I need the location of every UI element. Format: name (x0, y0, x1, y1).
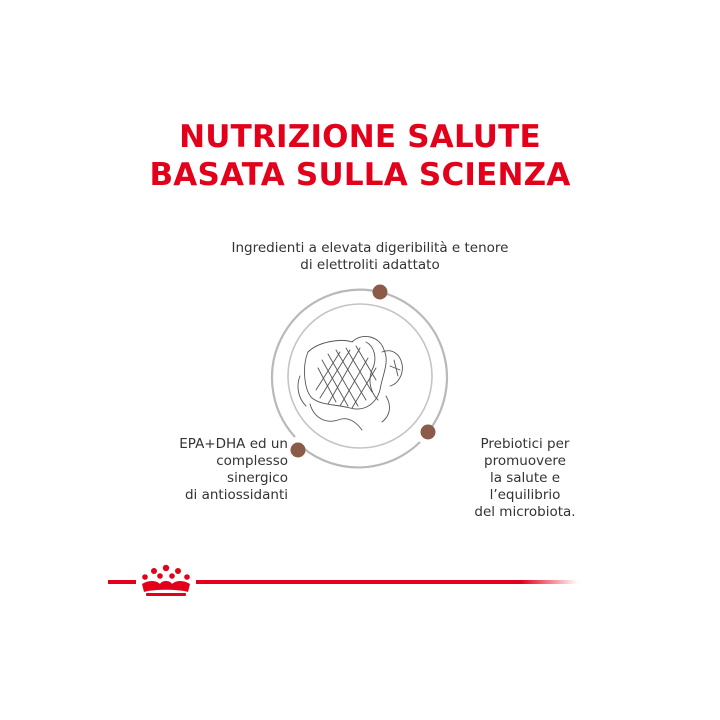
dot-left (291, 443, 306, 458)
benefit-prebiotics (440, 436, 610, 521)
title-line-1: NUTRIZIONE SALUTE (179, 119, 541, 155)
outer-ring-arc-bottom (303, 442, 420, 467)
benefit-digestibility-line-2: di elettroliti adattato (300, 257, 440, 273)
page-title (0, 118, 720, 194)
benefit-prebiotics-line-4: l’equilibrio (489, 487, 561, 503)
crown-logo-icon (142, 565, 190, 596)
benefit-antioxidants-line-2: complesso (216, 453, 288, 469)
title-line-2: BASATA SULLA SCIENZA (149, 157, 571, 193)
benefit-prebiotics-line-3: la salute e (489, 470, 561, 486)
benefit-antioxidants-line-1: EPA+DHA ed un (179, 436, 288, 452)
benefit-antioxidants-line-4: di antiossidanti (184, 487, 288, 503)
benefit-antioxidants-line-3: sinergico (227, 470, 288, 486)
dot-right (421, 425, 436, 440)
benefit-prebiotics-line-2: promuovere (484, 453, 566, 469)
brand-bar-left (108, 580, 136, 584)
benefit-digestibility-line-1: Ingredienti a elevata digeribilità e tenore (231, 240, 509, 256)
benefit-diagram (270, 280, 450, 480)
stomach-intestine-sketch-icon (298, 336, 402, 430)
brand-bar-right (196, 580, 578, 584)
benefit-prebiotics-line-5: del microbiota. (474, 504, 576, 520)
benefit-digestibility (220, 240, 520, 274)
brand-bar (108, 562, 578, 602)
outer-ring-arc-right (380, 292, 447, 432)
benefit-prebiotics-line-1: Prebiotici per (480, 436, 570, 452)
dot-top (373, 285, 388, 300)
benefit-antioxidants (108, 436, 288, 504)
inner-ring (288, 304, 432, 448)
